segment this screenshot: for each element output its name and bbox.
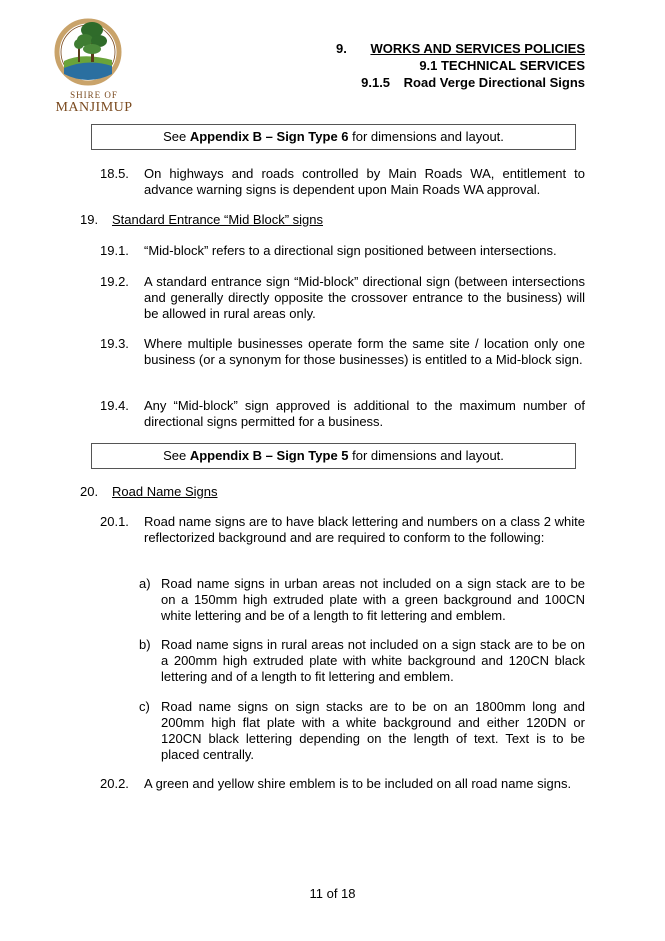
- logo-name-line2: MANJIMUP: [55, 100, 133, 115]
- item-19-3-number: 19.3.: [100, 336, 129, 351]
- section-19-number: 19.: [80, 212, 99, 227]
- box2-bold: Appendix B – Sign Type 5: [189, 448, 349, 463]
- chapter-number: 9.: [335, 41, 347, 56]
- logo-name-line1: SHIRE OF: [70, 90, 118, 100]
- item-19-3-text: Where multiple businesses operate form the same site / location only one business (or a synonym for those businesses) is entitled to a Mid-block sign.: [144, 336, 585, 367]
- item-19-1-number: 19.1.: [100, 243, 129, 258]
- box2-pre: See: [163, 448, 190, 463]
- item-18-5-text: On highways and roads controlled by Main Roads WA, entitlement to advance warning signs is dependent upon Main Roads WA approval.: [144, 166, 585, 197]
- header-subsection: [361, 74, 585, 91]
- header-chapter: [336, 40, 585, 57]
- box1-pre: See: [163, 129, 190, 144]
- item-19-2-number: 19.2.: [100, 274, 129, 289]
- header-section: [419, 57, 585, 74]
- item-c-label: c): [139, 699, 150, 714]
- item-b-text: Road name signs in rural areas not included on a sign stack are to be on a 200mm high extruded plate with white background and 120CN black lettering and of a length to fit lettering and emblem.: [161, 637, 585, 684]
- shire-logo: [52, 14, 134, 118]
- item-a-text: Road name signs in urban areas not included on a sign stack are to be on a 150mm high extruded plate with a green background and 100CN white lettering and be of a length to fit lettering and emblem.: [161, 576, 585, 623]
- section-title: 9.1 TECHNICAL SERVICES: [419, 58, 585, 73]
- box1-bold: Appendix B – Sign Type 6: [189, 129, 349, 144]
- subsection-title: Road Verge Directional Signs: [403, 75, 585, 90]
- item-20-1-text: Road name signs are to have black lettering and numbers on a class 2 white reflectorized background and are required to conform to the following:: [144, 514, 585, 545]
- box2-post: for dimensions and layout.: [348, 448, 504, 463]
- chapter-title: WORKS AND SERVICES POLICIES: [370, 41, 585, 56]
- item-19-1-text: “Mid-block” refers to a directional sign positioned between intersections.: [144, 243, 557, 258]
- item-20-2-number: 20.2.: [100, 776, 129, 791]
- item-b-label: b): [139, 637, 151, 652]
- item-20-1-number: 20.1.: [100, 514, 129, 529]
- item-19-4-number: 19.4.: [100, 398, 129, 413]
- item-20-2-text: A green and yellow shire emblem is to be included on all road name signs.: [144, 776, 572, 791]
- appendix-note-type5: [91, 443, 576, 469]
- section-19-title: Standard Entrance “Mid Block” signs: [112, 212, 323, 227]
- page-number: 11 of 18: [309, 886, 356, 901]
- box1-post: for dimensions and layout.: [348, 129, 504, 144]
- section-20-number: 20.: [80, 484, 99, 499]
- item-c-text: Road name signs on sign stacks are to be on an 1800mm long and 200mm high flat plate with a white background and either 120DN or 120CN black lettering depending on the length of text. Text is to be placed centrally.: [161, 699, 585, 762]
- item-19-2-text: A standard entrance sign “Mid-block” directional sign (between intersections and generally directly opposite the crossover entrance to the business) will be allowed in rural areas only.: [144, 274, 585, 321]
- appendix-note-type6: [91, 124, 576, 150]
- item-19-4-text: Any “Mid-block” sign approved is additional to the maximum number of directional signs permitted for a business.: [144, 398, 585, 429]
- item-18-5-number: 18.5.: [100, 166, 129, 181]
- subsection-number: 9.1.5: [361, 75, 391, 90]
- item-a-label: a): [139, 576, 151, 591]
- section-20-title: Road Name Signs: [112, 484, 218, 499]
